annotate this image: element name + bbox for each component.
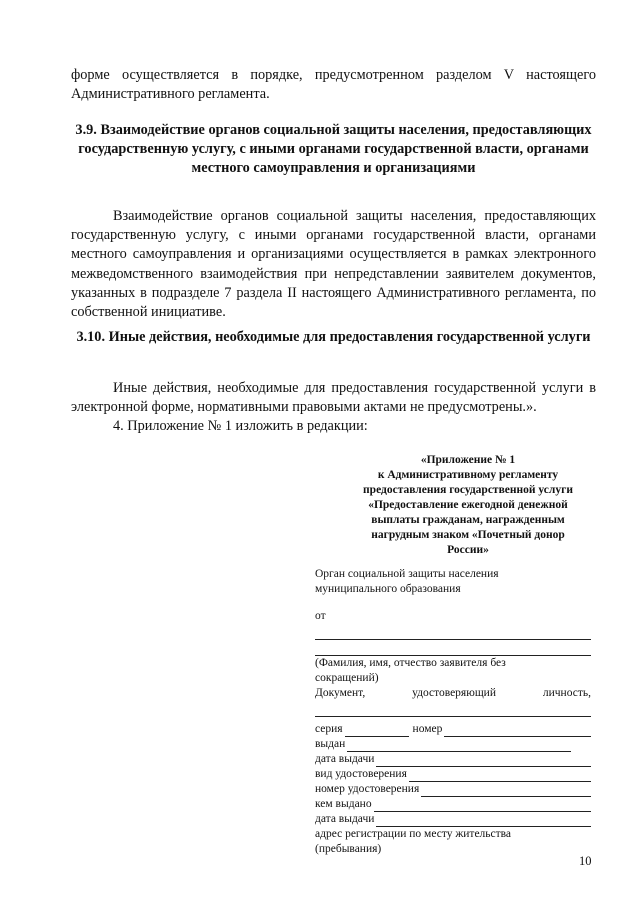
section-3-10-body (71, 379, 596, 437)
issue-date-2-field[interactable] (376, 815, 591, 827)
appendix-line: нагрудным знаком «Почетный донор (371, 529, 565, 541)
fio-note-line-1: (Фамилия, имя, отчество заявителя без (315, 657, 506, 669)
appendix-line: «Приложение № 1 (420, 454, 516, 466)
address-line-1: адрес регистрации по месту жительства (315, 828, 512, 840)
intro-block (71, 66, 596, 104)
fio-note-line-2: сокращений) (315, 672, 379, 684)
from-label: от (315, 610, 326, 622)
issue-date-field[interactable] (376, 755, 591, 767)
identity-document-label: Документ, удостоверяющий личность, (315, 687, 591, 699)
appendix-line: России» (447, 544, 489, 556)
id-type-row: вид удостоверения (315, 767, 591, 782)
item-4-paragraph: 4. Приложение № 1 изложить в редакции: (113, 418, 368, 435)
section-3-10-paragraph: Иные действия, необходимые для предоставления государственной услуги в электронной форме, нормативными правовыми актами не предусмотрены.». (71, 380, 596, 416)
id-number-field[interactable] (421, 785, 591, 797)
section-3-9-body (71, 207, 596, 322)
issued-by-row: кем выдано (315, 797, 591, 812)
id-type-field[interactable] (409, 770, 591, 782)
section-3-9-paragraph: Взаимодействие органов социальной защиты населения, предоставляющих государственную услугу, с иными органами государственной власти, органами местного самоуправления и организациями осуществляется в рамках электронного межведомственного взаимодействия при непредставлении заявителем документов, указанных в подразделе 7 раздела II настоящего Административного регламента, по собственной инициативе. (71, 208, 596, 321)
identity-document-field[interactable] (315, 701, 591, 717)
address-line-2: (пребывания) (315, 843, 382, 855)
appendix-line: выплаты гражданам, награжденным (371, 514, 565, 526)
issue-date-2-row: дата выдачи (315, 812, 591, 827)
intro-paragraph: форме осуществляется в порядке, предусмотренном разделом V настоящего Административного регламента. (71, 67, 596, 103)
organ-line-1: Орган социальной защиты населения (315, 568, 499, 580)
appendix-header (330, 453, 606, 558)
page-number: 10 (579, 854, 592, 868)
number-field[interactable] (444, 725, 591, 737)
application-form (315, 567, 591, 857)
section-3-9-heading: 3.9. Взаимодействие органов социальной защиты населения, предоставляющих государственную услугу, с иными органами государственной власти, органами местного самоуправления и организациями (75, 122, 592, 177)
applicant-name-field-2[interactable] (315, 640, 591, 656)
appendix-line: «Предоставление ежегодной денежной (368, 499, 568, 511)
issued-by-field[interactable] (374, 800, 591, 812)
section-3-10-heading: 3.10. Иные действия, необходимые для предоставления государственной услуги (76, 329, 591, 345)
organ-line-2: муниципального образования (315, 583, 461, 595)
appendix-line: к Административному регламенту (377, 469, 559, 481)
issued-row: выдан (315, 737, 591, 752)
id-number-row: номер удостоверения (315, 782, 591, 797)
appendix-line: предоставления государственной услуги (363, 484, 573, 496)
issued-field[interactable] (347, 740, 571, 752)
seria-number-row: серия номер (315, 722, 591, 737)
seria-field[interactable] (345, 725, 409, 737)
issue-date-row: дата выдачи (315, 752, 591, 767)
applicant-name-field-1[interactable] (315, 624, 591, 640)
